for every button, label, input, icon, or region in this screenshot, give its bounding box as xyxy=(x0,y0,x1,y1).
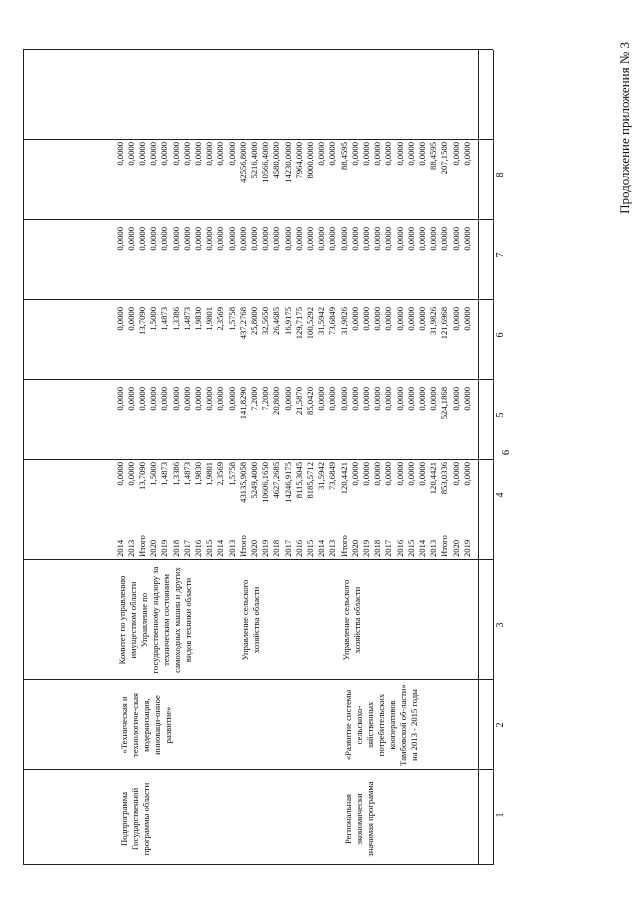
value-v7: 0,0000 xyxy=(170,227,181,251)
value-v8: 0,0000 xyxy=(361,142,371,166)
row-year: 2014 xyxy=(316,539,327,557)
value-v4: 853,0336 xyxy=(439,462,450,495)
value-v4: 120,4421 xyxy=(338,462,349,495)
value-v8: 14230,0000 xyxy=(282,142,293,183)
value-v4: 4627,2685 xyxy=(271,462,282,499)
value-v5: 7,2000 xyxy=(260,387,271,411)
value-v5: 21,5870 xyxy=(293,387,304,415)
appendix-caption: Продолжение приложения № 3 xyxy=(617,42,632,214)
value-v8: 42556,8000 xyxy=(237,142,248,183)
value-v6: 0,0000 xyxy=(450,307,461,331)
value-v8: 0,0000 xyxy=(372,142,383,166)
value-v5: 0,0000 xyxy=(125,387,136,411)
value-v5: 0,0000 xyxy=(383,387,394,411)
value-v4: 0,0000 xyxy=(417,462,427,486)
value-v8: 0,0000 xyxy=(327,142,338,166)
row-year: 2019 xyxy=(461,539,472,557)
column-number: 2 xyxy=(495,722,506,728)
value-v7: 0,0000 xyxy=(305,227,315,251)
row-year: 2017 xyxy=(181,539,192,557)
value-v5: 0,0000 xyxy=(181,387,192,411)
value-v6: 32,5650 xyxy=(260,307,271,335)
value-v4: 31,5942 xyxy=(316,462,327,490)
value-v5: 0,0000 xyxy=(226,387,237,411)
row-year: Итого xyxy=(137,535,147,557)
executor-cell: Управление сельского хозяйства области xyxy=(239,579,261,661)
value-v5: 0,0000 xyxy=(193,387,203,411)
value-v6: 121,6968 xyxy=(439,307,450,340)
column-separator xyxy=(23,559,493,560)
row-year: 2015 xyxy=(405,539,416,557)
value-v6: 0,0000 xyxy=(349,307,360,331)
value-v8: 0,0000 xyxy=(137,142,147,166)
value-v7: 0,0000 xyxy=(137,227,147,251)
value-v5: 0,0000 xyxy=(428,387,439,411)
value-v8: 0,0000 xyxy=(417,142,427,166)
executor-cell: Комитет по управлению имуществом области xyxy=(116,575,138,665)
value-v5: 0,0000 xyxy=(394,387,405,411)
value-v4: 8115,3045 xyxy=(293,462,304,499)
table-bottom-border xyxy=(493,50,494,865)
value-v4: 2,3569 xyxy=(215,462,226,486)
row-year: 2020 xyxy=(450,539,461,557)
value-v8: 0,0000 xyxy=(394,142,405,166)
row-year: 2018 xyxy=(271,539,282,557)
table-left-border xyxy=(23,864,493,865)
value-v7: 0,0000 xyxy=(361,227,371,251)
value-v5: 0,0000 xyxy=(170,387,181,411)
value-v8: 0,0000 xyxy=(316,142,327,166)
value-v5: 85,0420 xyxy=(305,387,315,415)
value-v5: 0,0000 xyxy=(282,387,293,411)
row-year: 2014 xyxy=(417,539,427,557)
row-year: 2016 xyxy=(293,539,304,557)
budget-table xyxy=(23,50,506,865)
value-v5: 0,0000 xyxy=(338,387,349,411)
value-v6: 0,0000 xyxy=(383,307,394,331)
row-year: 2017 xyxy=(383,539,394,557)
value-v4: 0,0000 xyxy=(349,462,360,486)
value-v5: 0,0000 xyxy=(148,387,159,411)
value-v7: 0,0000 xyxy=(125,227,136,251)
row-year: Итого xyxy=(439,535,450,557)
value-v7: 0,0000 xyxy=(159,227,170,251)
column-number: 1 xyxy=(495,812,506,818)
value-v6: 0,0000 xyxy=(372,307,383,331)
row-year: 2018 xyxy=(170,539,181,557)
value-v8: 0,0000 xyxy=(383,142,394,166)
value-v7: 0,0000 xyxy=(383,227,394,251)
row-year: 2016 xyxy=(193,539,203,557)
value-v5: 0,0000 xyxy=(349,387,360,411)
value-v7: 0,0000 xyxy=(461,227,472,251)
column-number: 8 xyxy=(495,172,506,178)
value-v7: 0,0000 xyxy=(293,227,304,251)
value-v8: 207,1500 xyxy=(439,142,450,175)
column-number: 3 xyxy=(495,622,506,628)
row-year: 2015 xyxy=(204,539,215,557)
value-v4: 10606,1650 xyxy=(260,462,271,503)
table-top-border xyxy=(23,50,24,865)
value-v7: 0,0000 xyxy=(338,227,349,251)
column-separator xyxy=(23,769,493,770)
value-v8: 0,0000 xyxy=(215,142,226,166)
program-name-cell: «Техническая и технологиче-ская модернизация, инноваци-онное развитие» xyxy=(118,693,173,757)
column-number: 4 xyxy=(495,492,506,498)
value-v5: 7,2000 xyxy=(249,387,259,411)
row-year: 2015 xyxy=(305,539,315,557)
value-v5: 0,0000 xyxy=(461,387,472,411)
value-v6: 0,0000 xyxy=(417,307,427,331)
value-v7: 0,0000 xyxy=(260,227,271,251)
value-v4: 1,4873 xyxy=(181,462,192,486)
value-v6: 73,6849 xyxy=(327,307,338,335)
program-type-cell: Подпрограмма Государственной программы области xyxy=(118,782,151,856)
value-v4: 0,0000 xyxy=(461,462,472,486)
value-v8: 0,0000 xyxy=(148,142,159,166)
value-v8: 0,0000 xyxy=(204,142,215,166)
value-v4: 43135,9058 xyxy=(237,462,248,503)
value-v5: 0,0000 xyxy=(114,387,125,411)
row-year: 2019 xyxy=(159,539,170,557)
value-v7: 0,0000 xyxy=(428,227,439,251)
executor-cell: Управление по государственному надзору за техническим состоянием самоходных машин и других видов техники области xyxy=(139,566,193,674)
value-v4: 0,0000 xyxy=(450,462,461,486)
value-v5: 0,0000 xyxy=(405,387,416,411)
row-year: 2019 xyxy=(361,539,371,557)
table-right-border xyxy=(23,49,493,50)
value-v7: 0,0000 xyxy=(148,227,159,251)
value-v4: 1,9801 xyxy=(204,462,215,486)
column-separator xyxy=(23,679,493,680)
value-v6: 1,3386 xyxy=(170,307,181,331)
value-v8: 0,0000 xyxy=(170,142,181,166)
value-v6: 1,4873 xyxy=(181,307,192,331)
value-v8: 4580,0000 xyxy=(271,142,282,179)
value-v8: 8000,0000 xyxy=(305,142,315,179)
program-type-cell: Региональная экономически значимая программа xyxy=(342,781,375,857)
value-v5: 0,0000 xyxy=(137,387,147,411)
value-v5: 0,0000 xyxy=(450,387,461,411)
value-v6: 2,3569 xyxy=(215,307,226,331)
value-v7: 0,0000 xyxy=(417,227,427,251)
row-year: 2013 xyxy=(428,539,439,557)
value-v5: 0,0000 xyxy=(361,387,371,411)
value-v5: 20,8000 xyxy=(271,387,282,415)
value-v6: 1,9801 xyxy=(204,307,215,331)
value-v7: 0,0000 xyxy=(372,227,383,251)
value-v4: 0,0000 xyxy=(125,462,136,486)
value-v7: 0,0000 xyxy=(271,227,282,251)
value-v6: 1,5758 xyxy=(226,307,237,331)
value-v6: 0,0000 xyxy=(114,307,125,331)
value-v8: 0,0000 xyxy=(193,142,203,166)
row-year: 2013 xyxy=(226,539,237,557)
value-v6: 31,9826 xyxy=(428,307,439,335)
header-rule xyxy=(478,50,479,865)
value-v7: 0,0000 xyxy=(316,227,327,251)
value-v6: 25,8000 xyxy=(249,307,259,335)
value-v4: 0,0000 xyxy=(383,462,394,486)
row-year: 2020 xyxy=(349,539,360,557)
value-v6: 0,0000 xyxy=(361,307,371,331)
value-v7: 0,0000 xyxy=(405,227,416,251)
value-v6: 16,9175 xyxy=(282,307,293,335)
value-v8: 88,4595 xyxy=(428,142,439,170)
value-v4: 0,0000 xyxy=(372,462,383,486)
value-v4: 5249,4000 xyxy=(249,462,259,499)
value-v5: 0,0000 xyxy=(215,387,226,411)
value-v4: 0,0000 xyxy=(405,462,416,486)
value-v4: 8185,5712 xyxy=(305,462,315,499)
value-v6: 0,0000 xyxy=(405,307,416,331)
value-v6: 1,4873 xyxy=(159,307,170,331)
value-v6: 1,5000 xyxy=(148,307,159,331)
value-v5: 524,1868 xyxy=(439,387,450,420)
value-v4: 120,4421 xyxy=(428,462,439,495)
value-v4: 0,0000 xyxy=(394,462,405,486)
value-v7: 0,0000 xyxy=(394,227,405,251)
value-v7: 0,0000 xyxy=(249,227,259,251)
value-v7: 0,0000 xyxy=(327,227,338,251)
column-separator xyxy=(23,139,493,140)
program-name-cell: «Развитие системы сельскохо-зяйственных потребительских кооперативов Тамбовской об-ласти» на 2013 - 2015 годы xyxy=(342,684,419,766)
value-v6: 31,9826 xyxy=(338,307,349,335)
value-v4: 13,7090 xyxy=(137,462,147,490)
column-number: 7 xyxy=(495,252,506,258)
value-v8: 0,0000 xyxy=(125,142,136,166)
value-v6: 26,4685 xyxy=(271,307,282,335)
value-v4: 0,0000 xyxy=(114,462,125,486)
value-v8: 7964,0000 xyxy=(293,142,304,179)
value-v6: 0,0000 xyxy=(125,307,136,331)
row-year: Итого xyxy=(237,535,248,557)
value-v4: 14246,9175 xyxy=(282,462,293,503)
value-v6: 129,7175 xyxy=(293,307,304,340)
value-v7: 0,0000 xyxy=(114,227,125,251)
value-v8: 5216,4000 xyxy=(249,142,259,179)
row-year: 2017 xyxy=(282,539,293,557)
value-v5: 0,0000 xyxy=(417,387,427,411)
value-v4: 1,4873 xyxy=(159,462,170,486)
row-year: 2014 xyxy=(114,539,125,557)
column-number: 5 xyxy=(495,412,506,418)
row-year: 2013 xyxy=(125,539,136,557)
row-year: 2018 xyxy=(372,539,383,557)
value-v7: 0,0000 xyxy=(237,227,248,251)
row-year: 2013 xyxy=(327,539,338,557)
value-v8: 0,0000 xyxy=(405,142,416,166)
row-year: 2020 xyxy=(249,539,259,557)
value-v4: 1,3386 xyxy=(170,462,181,486)
value-v5: 0,0000 xyxy=(327,387,338,411)
value-v7: 0,0000 xyxy=(450,227,461,251)
value-v8: 10566,4000 xyxy=(260,142,271,183)
value-v7: 0,0000 xyxy=(439,227,450,251)
row-year: 2019 xyxy=(260,539,271,557)
executor-cell: Управление сельского хозяйства области xyxy=(340,579,362,661)
value-v8: 0,0000 xyxy=(349,142,360,166)
value-v6: 13,7090 xyxy=(137,307,147,335)
value-v5: 141,8290 xyxy=(237,387,248,420)
value-v7: 0,0000 xyxy=(215,227,226,251)
value-v6: 0,0000 xyxy=(394,307,405,331)
value-v6: 437,2768 xyxy=(237,307,248,340)
value-v5: 0,0000 xyxy=(316,387,327,411)
value-v6: 31,5942 xyxy=(316,307,327,335)
value-v7: 0,0000 xyxy=(204,227,215,251)
value-v6: 0,0000 xyxy=(461,307,472,331)
value-v8: 0,0000 xyxy=(461,142,472,166)
row-year: 2016 xyxy=(394,539,405,557)
row-year: 2014 xyxy=(215,539,226,557)
value-v8: 0,0000 xyxy=(159,142,170,166)
row-year: 2020 xyxy=(148,539,159,557)
value-v5: 0,0000 xyxy=(372,387,383,411)
value-v8: 0,0000 xyxy=(181,142,192,166)
value-v5: 0,0000 xyxy=(159,387,170,411)
value-v4: 1,5758 xyxy=(226,462,237,486)
page-number: 6 xyxy=(500,449,512,456)
value-v8: 0,0000 xyxy=(226,142,237,166)
value-v5: 0,0000 xyxy=(204,387,215,411)
value-v8: 0,0000 xyxy=(114,142,125,166)
value-v4: 0,0000 xyxy=(361,462,371,486)
value-v7: 0,0000 xyxy=(282,227,293,251)
value-v8: 88,4595 xyxy=(338,142,349,170)
value-v8: 0,0000 xyxy=(450,142,461,166)
column-number: 6 xyxy=(495,332,506,338)
value-v6: 1,9830 xyxy=(193,307,203,331)
value-v4: 73,6849 xyxy=(327,462,338,490)
value-v7: 0,0000 xyxy=(349,227,360,251)
value-v7: 0,0000 xyxy=(181,227,192,251)
value-v4: 1,9830 xyxy=(193,462,203,486)
value-v4: 1,5000 xyxy=(148,462,159,486)
value-v6: 100,5292 xyxy=(305,307,315,340)
row-year: Итого xyxy=(338,535,349,557)
value-v7: 0,0000 xyxy=(226,227,237,251)
value-v7: 0,0000 xyxy=(193,227,203,251)
